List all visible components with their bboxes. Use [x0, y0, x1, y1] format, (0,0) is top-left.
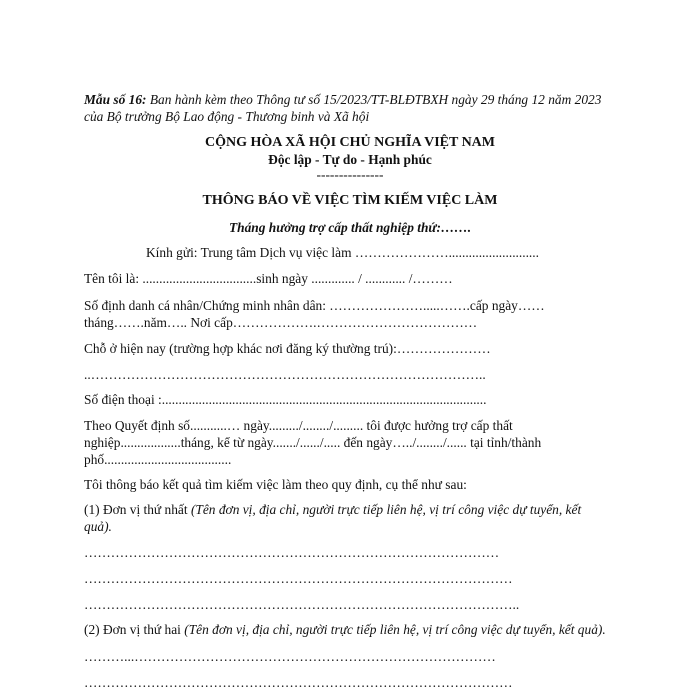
report-intro: Tôi thông báo kết quả tìm kiếm việc làm theo quy định, cụ thể như sau:: [84, 477, 467, 492]
unit1-label: (1) Đơn vị thứ nhất: [84, 502, 191, 517]
phone-line: Số điện thoại :.................................................................................................: [84, 392, 487, 407]
unit1-heading: [84, 501, 581, 518]
unit2-label: (2) Đơn vị thứ hai: [84, 622, 185, 637]
motto-divider: ---------------: [316, 167, 384, 182]
issuance-text: Ban hành kèm theo Thông tư số 15/2023/TT-BLĐTBXH ngày 29 tháng 12 năm 2023: [146, 92, 602, 107]
id-line2: tháng…….năm….. Nơi cấp……………….………………………………: [84, 315, 478, 330]
decision-line3: phố......................................: [84, 452, 232, 467]
national-motto: Độc lập - Tự do - Hạnh phúc: [268, 152, 432, 167]
recipient-line: Kính gửi: Trung tâm Dịch vụ việc làm …………………...........................: [146, 245, 539, 260]
name-line: Tên tôi là: ..................................sinh ngày ............. / ............ /………: [84, 271, 453, 286]
unit2-dots2: ……………………………………………………………………………………: [84, 675, 513, 690]
document-subtitle: Tháng hưởng trợ cấp thất nghiệp thứ:…….: [228, 220, 472, 235]
decision-line2: nghiệp..................tháng, kể từ ngày......./....../..... đến ngày…../......../...... tại tỉnh/thành: [84, 435, 542, 450]
residence-line2: ..……………………………………………………………………………..: [84, 367, 486, 382]
unit1-dots1: …………………………………………………………………………………: [84, 545, 500, 560]
residence-line1: Chỗ ở hiện nay (trường hợp khác nơi đăng ký thường trú):…………………: [84, 341, 491, 356]
unit2-hint: (Tên đơn vị, địa chỉ, người trực tiếp liên hệ, vị trí công việc dự tuyển, kết quả).: [184, 622, 606, 637]
decision-line1: Theo Quyết định số...........… ngày........./......../......... tôi được hưởng trợ cấp thất: [84, 418, 513, 433]
id-line1: Số định danh cá nhân/Chứng minh nhân dân: ………………….....…….cấp ngày……: [84, 298, 545, 313]
unit2-heading: [84, 621, 606, 638]
form-number: Mẫu số 16:: [84, 92, 147, 107]
unit1-dots3: ……………………………………………………………………………………..: [84, 597, 520, 612]
issuance-note-line1: [84, 91, 601, 108]
unit1-hint: (Tên đơn vị, địa chỉ, người trực tiếp liên hệ, vị trí công việc dự tuyển, kết: [190, 502, 582, 517]
unit2-dots1: ………...………………………………………………………………………: [84, 649, 496, 664]
document-title: THÔNG BÁO VỀ VIỆC TÌM KIẾM VIỆC LÀM: [202, 193, 498, 208]
unit1-dots2: ……………………………………………………………………………………: [84, 571, 513, 586]
unit1-hint-line2: quả).: [84, 519, 112, 534]
issuance-note-line2: của Bộ trưởng Bộ Lao động - Thương binh và Xã hội: [84, 109, 370, 124]
national-title: CỘNG HÒA XÃ HỘI CHỦ NGHĨA VIỆT NAM: [204, 135, 495, 150]
